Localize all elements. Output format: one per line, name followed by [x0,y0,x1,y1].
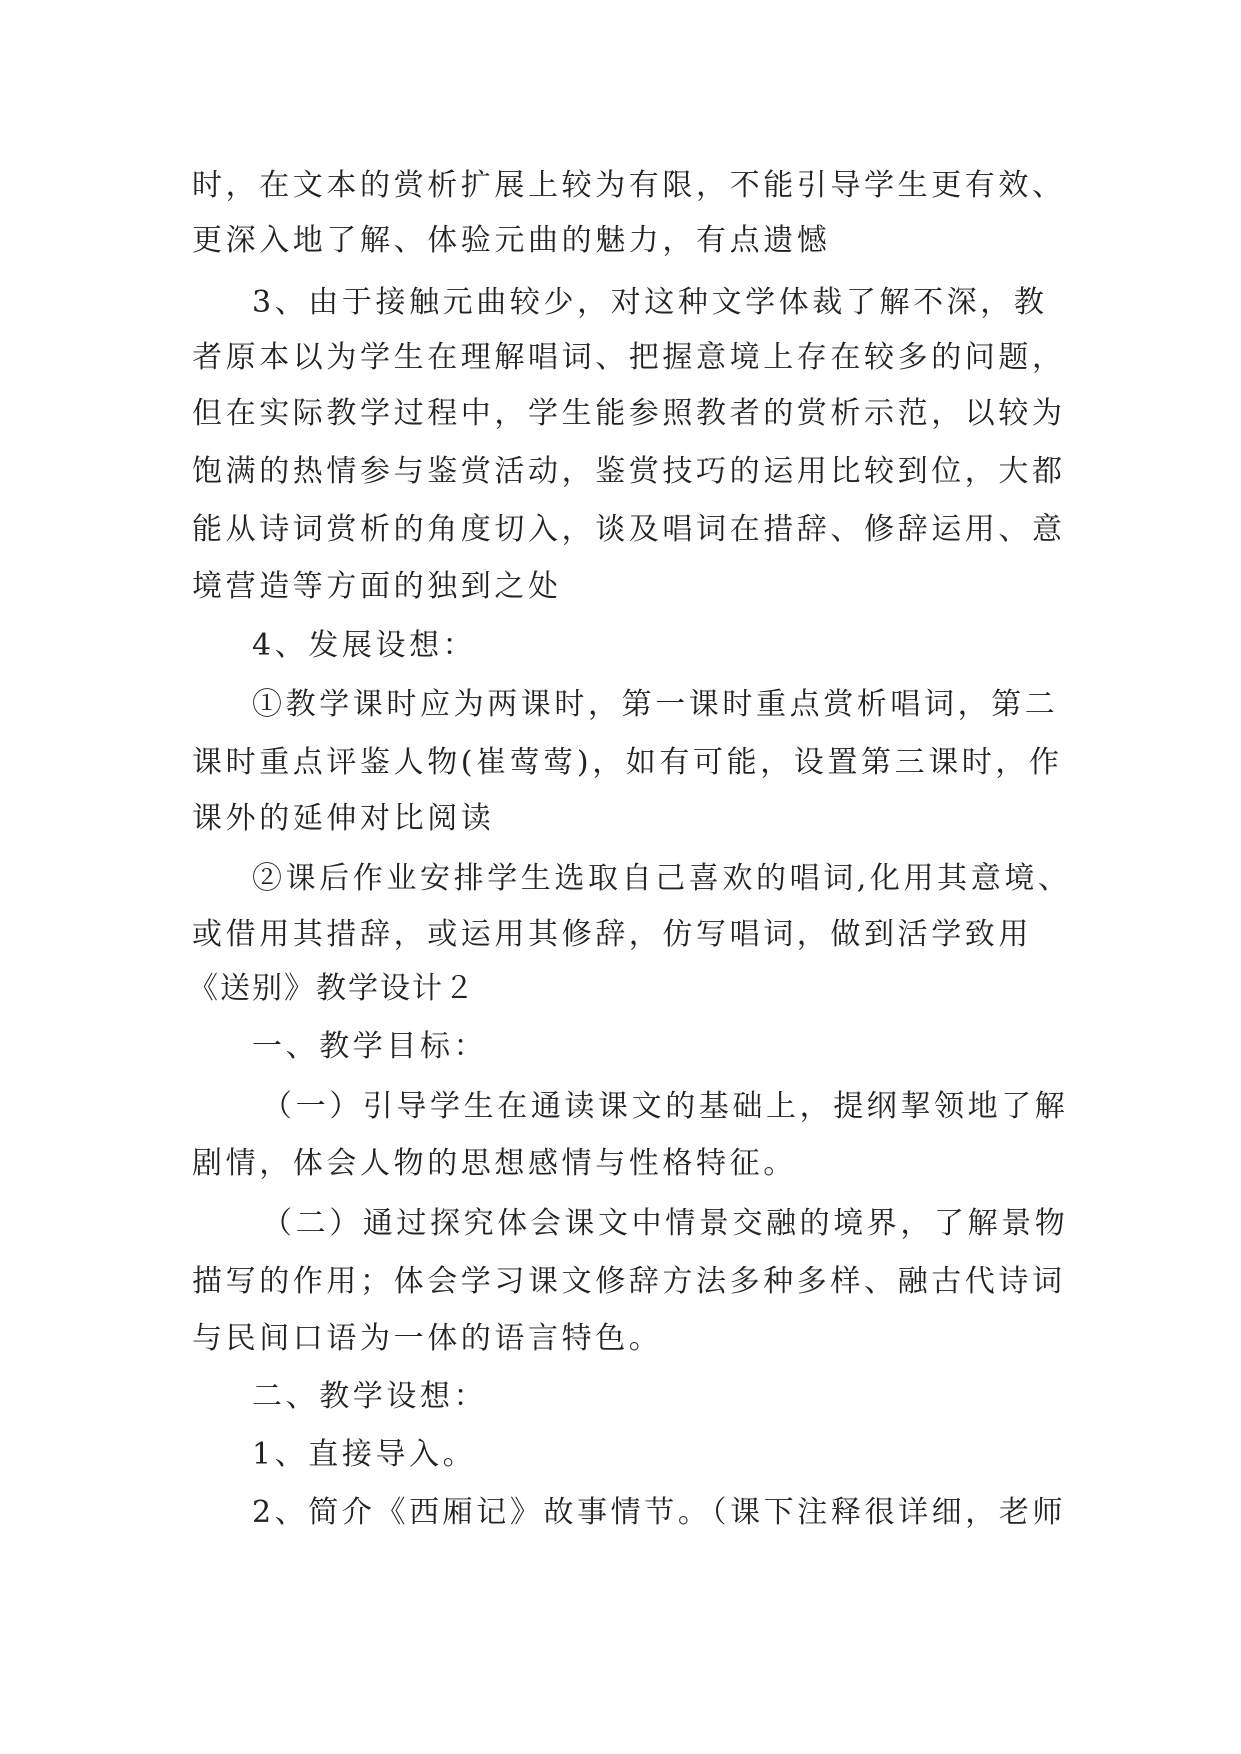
heading-design: 二、教学设想： [252,1379,488,1414]
text-line: 与民间口语为一体的语言特色。 [192,1321,663,1356]
heading-objectives: 一、教学目标： [252,1029,488,1064]
list-item-2: ②课后作业安排学生选取自己喜欢的唱词,化用其意境、 [252,861,1072,896]
design-item-1: 1、直接导入。 [252,1437,477,1472]
paragraph-4-heading: 4、发展设想： [252,628,477,663]
text-line: 更深入地了解、体验元曲的魅力，有点遗憾 [192,223,831,258]
text-line: 但在实际教学过程中，学生能参照教者的赏析示范，以较为 [192,396,1066,431]
text-line: 剧情，体会人物的思想感情与性格特征。 [192,1146,797,1181]
design-item-2: 2、简介《西厢记》故事情节。（课下注释很详细，老师 [252,1495,1067,1530]
section-title: 《送别》教学设计２ [188,971,476,1006]
text-line: 者原本以为学生在理解唱词、把握意境上存在较多的问题， [192,340,1066,375]
objective-1: （一）引导学生在通读课文的基础上，提纲挈领地了解 [262,1089,1069,1124]
text-line: 或借用其措辞，或运用其修辞，仿写唱词，做到活学致用 [192,917,1032,952]
text-line: 课外的延伸对比阅读 [192,801,495,836]
objective-2: （二）通过探究体会课文中情景交融的境界，了解景物 [262,1206,1069,1241]
text-line: 饱满的热情参与鉴赏活动，鉴赏技巧的运用比较到位，大都 [192,454,1066,489]
list-item-1: ①教学课时应为两课时，第一课时重点赏析唱词，第二 [252,687,1059,722]
paragraph-3: 3、由于接触元曲较少，对这种文学体裁了解不深，教 [252,285,1048,320]
text-line: 描写的作用；体会学习课文修辞方法多种多样、融古代诗词 [192,1264,1066,1299]
text-line: 能从诗词赏析的角度切入，谈及唱词在措辞、修辞运用、意 [192,512,1066,547]
text-line: 境营造等方面的独到之处 [192,569,562,604]
text-line: 时，在文本的赏析扩展上较为有限，不能引导学生更有效、 [192,168,1066,203]
text-line: 课时重点评鉴人物(崔莺莺)，如有可能，设置第三课时，作 [192,745,1063,780]
